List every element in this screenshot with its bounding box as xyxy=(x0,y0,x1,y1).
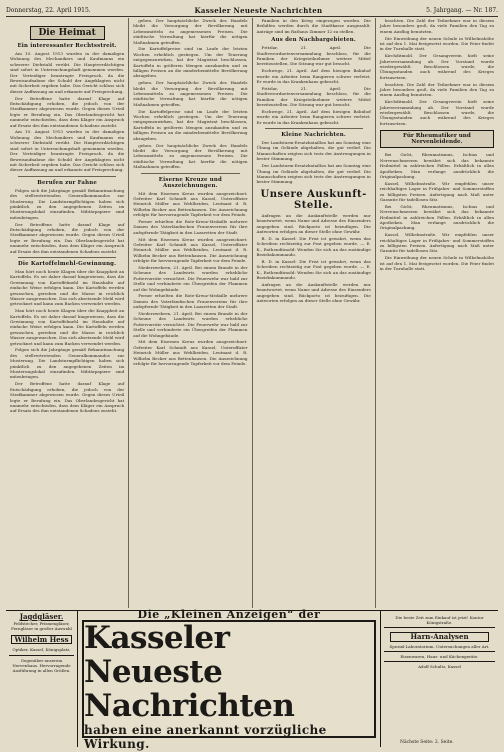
advert-text-2: Gegenüber unserem Nervenhaus. Hervorragende Ausführung in allen Größen. xyxy=(9,655,74,674)
column-4 xyxy=(376,18,498,608)
paragraph: Man hört noch heute Klagen über die Knappheit an Kartoffeln. Es sei daher darauf hingewiesen, dass die Gewinnung von Kartoffelmehl im Haushalte auf einfache Weise erfolgen kann. Die Kartoffeln werden gewaschen, gerieben und die Masse in reichlich Wasser ausgewaschen. Das sich absetzende Mehl wird getrocknet und kann zum Backen verwendet werden. xyxy=(10,268,125,307)
paragraph: Folgen sich die Jahrgänge gemäß Bekanntmachung des stellvertretenden Generalkommandos zur Musterung. Die Landsturmpflichtigen haben sich pünktlich zu den angegebenen Zeiten im Musterungslokal einzufinden. Militärpapiere sind mitzubringen. xyxy=(10,187,125,220)
advert-left xyxy=(6,611,78,747)
page-footer: Nächste Seite: 2. Seite. xyxy=(400,740,454,745)
article-body xyxy=(257,140,371,185)
paragraph: brachten. Die Zahl der Teilnehmer war in diesem Jahre besonders groß, da viele Familien den Tag zu einem Ausflug benutzten. xyxy=(379,18,494,34)
divider xyxy=(265,128,363,129)
article-body xyxy=(133,191,247,367)
rubric-label: Die Heimat xyxy=(30,26,105,40)
paragraph: Am 10. August 1913 wurden in der damaligen Wohnung des Mechanikers und Kaufmanns ein schwerer Diebstahl verübt. Die Hauptverdächtigen sind sofort in Untersuchungshaft genommen worden. Der Verteidiger beantragte Freispruch, da die Beweisaufnahme die Schuld der Angeklagten nicht mit Sicherheit ergeben habe. Das Gericht schloss sich dieser Auffassung an und erkannte auf Freisprechung. xyxy=(10,129,125,173)
paragraph: Man hört noch heute Klagen über die Knappheit an Kartoffeln. Es sei daher darauf hingewiesen, dass die Gewinnung von Kartoffelmehl im Haushalte auf einfache Weise erfolgen kann. Die Kartoffeln werden gewaschen, gerieben und die Masse in reichlich Wasser ausgewaschen. Das sich absetzende Mehl wird getrocknet und kann zum Backen verwendet werden. xyxy=(10,308,125,346)
paragraph: Mit dem Eisernen Kreuz wurden ausgezeichnet: Gefreiter Karl Schmidt aus Kassel, Unteroffizier Heinrich Müller aus Wehlheiden, Leutnant d. R. Wilhelm Becker aus Bettenhausen. Die Auszeichnung erfolgte für hervorragende Tapferkeit vor dem Feinde. xyxy=(133,236,248,264)
section-heading: Unsere Auskunft-Stelle. xyxy=(260,188,367,211)
masthead-issue: 5. Jahrgang. — Nr. 187. xyxy=(426,6,498,14)
paragraph: Eschwege, 21. April. Auf dem hiesigen Bahnhof wurde ein Arbeiter beim Rangieren schwer verletzt. Er wurde in das Krankenhaus gebracht. xyxy=(256,108,371,125)
article-body xyxy=(380,18,494,126)
advert-heading: Für Rheumatiker und Nervenleidende. xyxy=(380,130,494,148)
paragraph: B. D. in Kassel: Die Frist ist gewahrt, wenn das Schreiben rechtzeitig zur Post gegeben wurde. — E. K., Rothenditmold: Wenden Sie sich an das zuständige Bezirkskommando. xyxy=(256,235,371,257)
article-body xyxy=(257,213,371,304)
paragraph: Der Landsturm-Ersatzbataillon hat am Sonntag eine Übung im Gelände abgehalten, die gut verlief. Die Mannschaften zeigten sich trotz der Anstrengungen in bester Stimmung. xyxy=(256,140,371,162)
masthead xyxy=(6,4,498,17)
paragraph: gehen. Der hauptsächliche Zweck des Handels bleibt die Versorgung der Bevölkerung mit Lebensmitteln zu angemessenen Preisen. Die städtische Verwaltung hat hierfür die nötigen Maßnahmen getroffen. xyxy=(133,142,248,170)
paragraph: Anfragen an die Auskunftstelle werden nur beantwortet, wenn Name und Adresse des Einsenders angegeben sind. Rückporto ist beizufügen. Die Antworten erfolgen an dieser Stelle ohne Gewähr. xyxy=(256,281,371,303)
paragraph: Kirchditmold. Der Gesangverein hielt seine Jahresversammlung ab. Der Vorstand wurde wiedergewählt. Beschlossen wurde, die Übungsstunden auch während des Krieges fortzusetzen. xyxy=(379,99,494,126)
paragraph: Der Betroffene hatte darauf Klage auf Entschädigung erhoben, die jedoch von der Strafkammer abgewiesen wurde. Gegen dieses Urteil legte er Berufung ein. Das Oberlandesgericht hat nunmehr entschieden, dass dem Kläger ein Anspruch auf Ersatz des ihm entstandenen Schadens zusteht. xyxy=(10,95,125,128)
advert-line-2: Kasseler Neueste Nachrichten xyxy=(84,619,295,724)
masthead-date: Donnerstag, 22. April 1915. xyxy=(6,6,91,14)
paragraph: Ferner erhielten die Rote-Kreuz-Medaille mehrere Damen des Vaterländischen Frauenvereins für ihre aufopfernde Tätigkeit in den Lazaretten der Stadt. xyxy=(133,293,248,310)
paragraph: Kassel, Wilhelmstraße. Wir empfehlen unser reichhaltiges Lager in Frühjahrs- und Sommerstoffen zu billigsten Preisen. Anfertigung nach Maß unter Garantie für tadellosen Sitz. xyxy=(379,232,494,254)
article-body xyxy=(133,18,247,170)
advert-name: Wilhelm Hess xyxy=(11,635,72,644)
advert-text: Feldstecher, Prismengläser, Ferngläser in großer Auswahl xyxy=(11,621,72,632)
paragraph: Mit dem Eisernen Kreuz wurden ausgezeichnet: Gefreiter Karl Schmidt aus Kassel, Unteroffizier Heinrich Müller aus Wehlheiden, Leutnant d. R. Wilhelm Becker aus Bettenhausen. Die Auszeichnung erfolgte für hervorragende Tapferkeit vor dem Feinde. xyxy=(133,339,248,367)
advert-line-3: haben eine anerkannt vorzügliche Wirkung. xyxy=(84,722,327,751)
advert-block: Die beste Zeit zum Einkauf ist jetzt! Kontor Königstraße. xyxy=(384,613,495,628)
article-body xyxy=(10,188,124,254)
paragraph: Fritzlar, 21. April. Die Stadtverordnetenversammlung beschloss, für die Familien der Kriegsteilnehmer weitere Mittel bereitzustellen. Die Sitzung war gut besucht. xyxy=(256,45,371,67)
masthead-title: Kasseler Neueste Nachrichten xyxy=(194,5,323,15)
paragraph: Eschwege, 21. April. Auf dem hiesigen Bahnhof wurde ein Arbeiter beim Rangieren schwer verletzt. Er wurde in das Krankenhaus gebracht. xyxy=(256,68,371,85)
advert-strip xyxy=(6,607,498,751)
paragraph: gehen. Der hauptsächliche Zweck des Handels bleibt die Versorgung der Bevölkerung mit Lebensmitteln zu angemessenen Preisen. Die städtische Verwaltung hat hierfür die nötigen Maßnahmen getroffen. xyxy=(133,18,248,45)
article-body xyxy=(10,51,124,173)
divider xyxy=(18,257,116,258)
advert-block: Eisenwaren, Haus- und Küchengeräte. xyxy=(384,652,495,662)
article-columns xyxy=(6,18,498,608)
divider xyxy=(18,176,116,177)
advert-block: Adolf Schultz, Kassel xyxy=(418,664,461,670)
advert-center xyxy=(78,607,380,751)
paragraph: Der Betroffene hatte darauf Klage auf Entschädigung erhoben, die jedoch von der Strafkammer abgewiesen wurde. Gegen dieses Urteil legte er Berufung ein. Das Oberlandesgericht hat nunmehr entschieden, dass dem Kläger ein Anspruch auf Ersatz des ihm entstandenen Schadens zusteht. xyxy=(10,221,125,254)
headline: Aus den Nachbargebieten. xyxy=(271,37,356,44)
section-rubric xyxy=(10,20,124,40)
paragraph: Der Betroffene hatte darauf Klage auf Entschädigung erhoben, die jedoch von der Strafkammer abgewiesen wurde. Gegen dieses Urteil legte er Berufung ein. Das Oberlandesgericht hat nunmehr entschieden, dass dem Kläger ein Anspruch auf Ersatz des ihm entstandenen Schadens zusteht. xyxy=(10,381,125,414)
advert-center-box xyxy=(82,607,376,751)
paragraph: Die Kartoffelpreise sind im Laufe der letzten Wochen erheblich gestiegen. Um der Teuerung entgegenzuwirken, hat der Magistrat beschlossen, Kartoffeln in größeren Mengen anzukaufen und zu billigen Preisen an die minderbemittelte Bevölkerung abzugeben. xyxy=(133,46,248,79)
headline: Eiserne Kreuze und Auszeichnungen. xyxy=(158,176,222,189)
divider xyxy=(141,173,239,174)
paragraph: Anfragen an die Auskunftstelle werden nur beantwortet, wenn Name und Adresse des Einsenders angegeben sind. Rückporto ist beizufügen. Die Antworten erfolgen an dieser Stelle ohne Gewähr. xyxy=(256,212,371,234)
advert-text: Spezial-Laboratorium. Untersuchungen aller Art. xyxy=(389,643,490,649)
column-1 xyxy=(6,18,129,608)
headline: Kleine Nachrichten. xyxy=(281,132,346,139)
advert-subtitle: Optiker, Kassel, Königsplatz. xyxy=(12,646,71,652)
article-body xyxy=(257,18,371,34)
article-body xyxy=(380,152,494,271)
paragraph: gehen. Der hauptsächliche Zweck des Handels bleibt die Versorgung der Bevölkerung mit Lebensmitteln zu angemessenen Preisen. Die städtische Verwaltung hat hierfür die nötigen Maßnahmen getroffen. xyxy=(133,80,248,107)
advert-right xyxy=(380,611,498,747)
paragraph: Kirchditmold. Der Gesangverein hielt seine Jahresversammlung ab. Der Vorstand wurde wiedergewählt. Beschlossen wurde, die Übungsstunden auch während des Krieges fortzusetzen. xyxy=(379,53,494,80)
advert-block xyxy=(384,628,495,651)
advert-line-1: Die „Kleinen Anzeigen“ der xyxy=(137,607,321,621)
paragraph: Familien in den Krieg eingezogen worden. Die Beihilfen werden durch die Stadtkasse ausgezahlt. Anträge sind im Rathaus Zimmer 12 zu stellen. xyxy=(256,18,371,34)
advert-big-label: Harn-Analysen xyxy=(390,632,489,641)
headline: Berufen zur Fahne xyxy=(37,179,97,186)
paragraph: B. D. in Kassel: Die Frist ist gewahrt, wenn das Schreiben rechtzeitig zur Post gegeben wurde. — E. K., Rothenditmold: Wenden Sie sich an das zuständige Bezirkskommando. xyxy=(256,258,371,280)
advert-title: Jagdgläser. xyxy=(19,612,64,621)
article-body xyxy=(10,269,124,414)
paragraph: Folgen sich die Jahrgänge gemäß Bekanntmachung des stellvertretenden Generalkommandos zur Musterung. Die Landsturmpflichtigen haben sich pünktlich zu den angegebenen Zeiten im Musterungslokal einzufinden. Militärpapiere sind mitzubringen. xyxy=(10,347,125,380)
headline: Ein interessanter Rechtsstreit. xyxy=(17,43,117,49)
paragraph: Kassel, Wilhelmstraße. Wir empfehlen unser reichhaltiges Lager in Frühjahrs- und Sommerstoffen zu billigsten Preisen. Anfertigung nach Maß unter Garantie für tadellosen Sitz. xyxy=(379,180,494,202)
article-body xyxy=(257,45,371,125)
paragraph: Fritzlar, 21. April. Die Stadtverordnetenversammlung beschloss, für die Familien der Kriegsteilnehmer weitere Mittel bereitzustellen. Die Sitzung war gut besucht. xyxy=(256,85,371,108)
paragraph: Niederzwehren, 21. April. Bei einem Brande in der Scheune des Landwirts wurden erhebliche Futtervorräte vernichtet. Die Feuerwehr war bald zur Stelle und verhinderte ein Übergreifen der Flammen auf die Wohngebäude. xyxy=(133,311,248,338)
paragraph: Ferner erhielten die Rote-Kreuz-Medaille mehrere Damen des Vaterländischen Frauenvereins für ihre aufopfernde Tätigkeit in den Lazaretten der Stadt. xyxy=(133,218,248,235)
column-2 xyxy=(129,18,252,608)
paragraph: Die Einweihung der neuen Schule in Wilhelmshöhe ist auf den 1. Mai festgesetzt worden. Die Feier findet in der Turnhalle statt. xyxy=(379,255,494,271)
paragraph: Der Landsturm-Ersatzbataillon hat am Sonntag eine Übung im Gelände abgehalten, die gut verlief. Die Mannschaften zeigten sich trotz der Anstrengungen in bester Stimmung. xyxy=(256,163,371,185)
paragraph: Bei Gicht, Rheumatismus, Ischias und Nervenschmerzen bewährt sich das bekannte Heilmittel in zahlreichen Fällen. Erhältlich in allen Apotheken. Man verlange ausdrücklich die Originalpackung. xyxy=(379,152,494,179)
paragraph: Niederzwehren, 21. April. Bei einem Brande in der Scheune des Landwirts wurden erhebliche Futtervorräte vernichtet. Die Feuerwehr war bald zur Stelle und verhinderte ein Übergreifen der Flammen auf die Wohngebäude. xyxy=(133,264,248,292)
paragraph: brachten. Die Zahl der Teilnehmer war in diesem Jahre besonders groß, da viele Familien den Tag zu einem Ausflug benutzten. xyxy=(379,81,494,98)
paragraph: Die Einweihung der neuen Schule in Wilhelmshöhe ist auf den 1. Mai festgesetzt worden. Die Feier findet in der Turnhalle statt. xyxy=(379,35,494,52)
paragraph: Bei Gicht, Rheumatismus, Ischias und Nervenschmerzen bewährt sich das bekannte Heilmittel in zahlreichen Fällen. Erhältlich in allen Apotheken. Man verlange ausdrücklich die Originalpackung. xyxy=(379,203,494,231)
paragraph: Mit dem Eisernen Kreuz wurden ausgezeichnet: Gefreiter Karl Schmidt aus Kassel, Unteroffizier Heinrich Müller aus Wehlheiden, Leutnant d. R. Wilhelm Becker aus Bettenhausen. Die Auszeichnung erfolgte für hervorragende Tapferkeit vor dem Feinde. xyxy=(133,190,248,218)
column-3 xyxy=(253,18,376,608)
paragraph: Die Kartoffelpreise sind im Laufe der letzten Wochen erheblich gestiegen. Um der Teuerung entgegenzuwirken, hat der Magistrat beschlossen, Kartoffeln in größeren Mengen anzukaufen und zu billigen Preisen an die minderbemittelte Bevölkerung abzugeben. xyxy=(133,108,248,141)
headline: Die Kartoffelmehl-Gewinnung. xyxy=(18,260,117,267)
paragraph: Am 10. August 1913 wurden in der damaligen Wohnung des Mechanikers und Kaufmanns ein schwerer Diebstahl verübt. Die Hauptverdächtigen sind sofort in Untersuchungshaft genommen worden. Der Verteidiger beantragte Freispruch, da die Beweisaufnahme die Schuld der Angeklagten nicht mit Sicherheit ergeben habe. Das Gericht schloss sich dieser Auffassung an und erkannte auf Freisprechung. xyxy=(10,51,125,94)
